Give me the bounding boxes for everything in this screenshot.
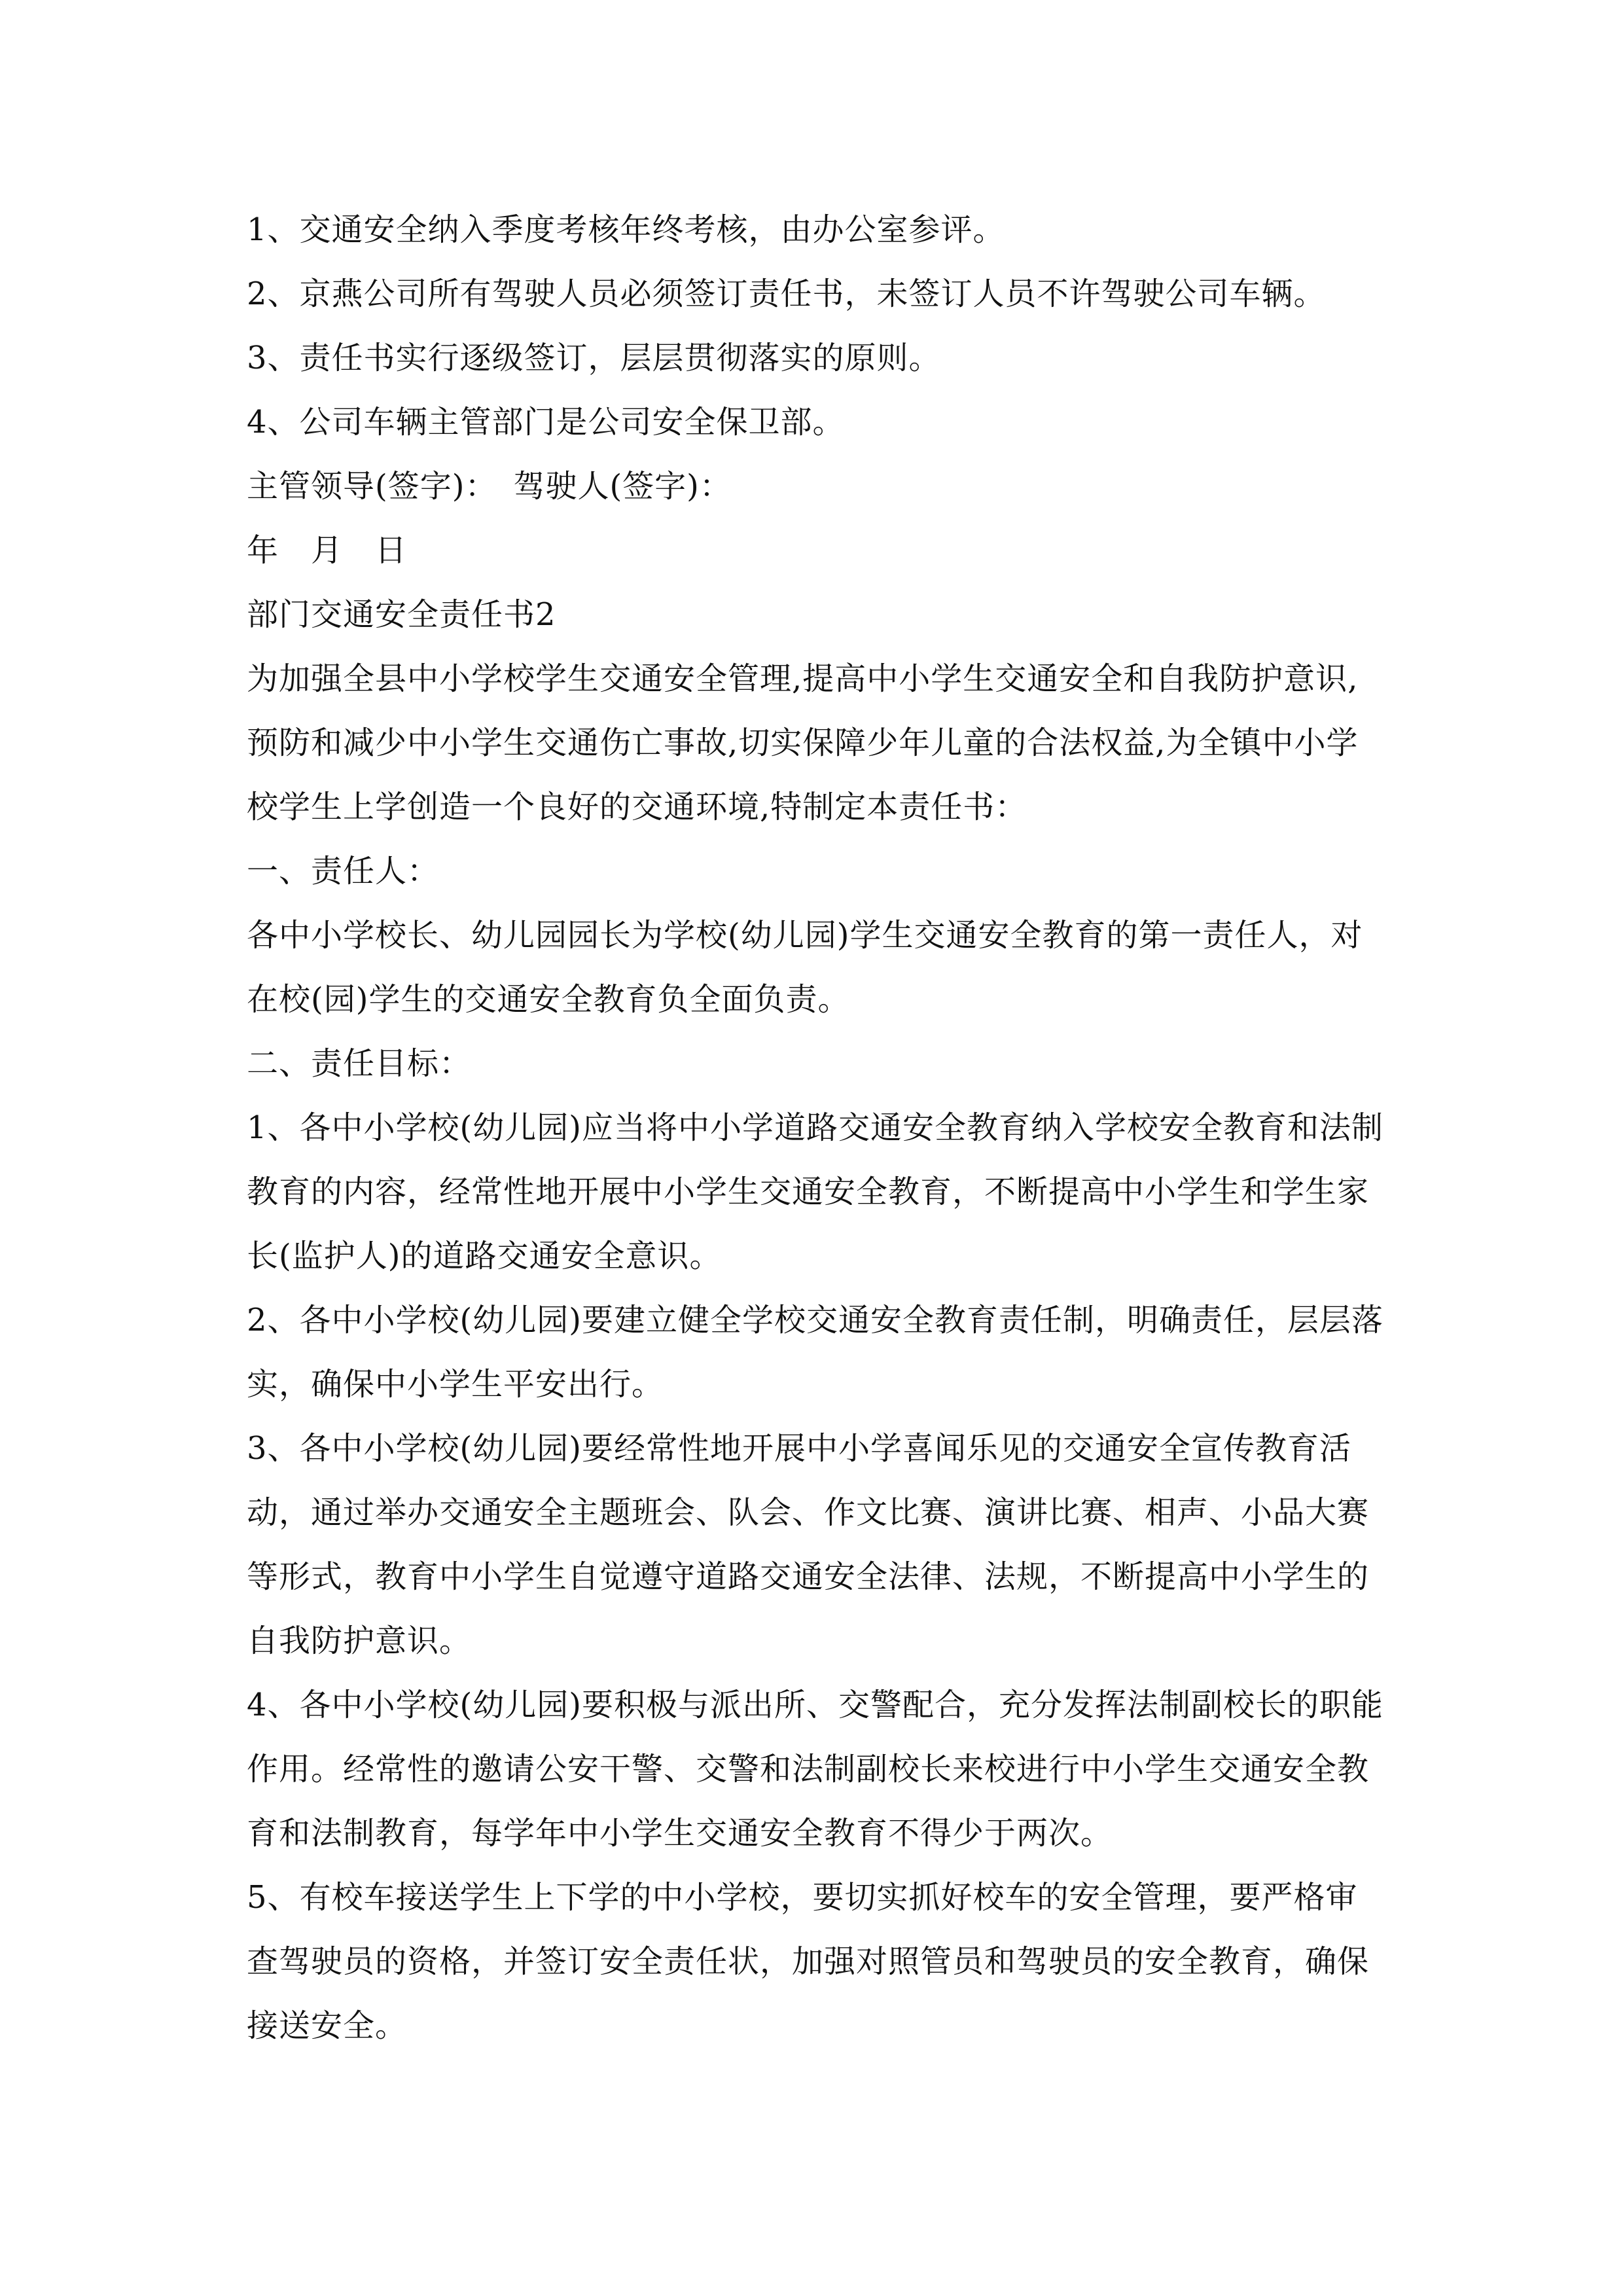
paragraph-clause-1: 1、交通安全纳入季度考核年终考核，由办公室参评。 [247,211,1005,248]
date-line: 年 月 日 [247,532,408,569]
paragraph-clause-2: 2、京燕公司所有驾驶人员必须签订责任书，未签订人员不许驾驶公司车辆。 [247,276,1326,312]
section-title: 部门交通安全责任书2 [247,596,556,633]
paragraph-goal-2: 2、各中小学校(幼儿园)要建立健全学校交通安全教育责任制，明确责任，层层落实，确保中小学生平安出行。 [247,1302,1383,1403]
document-body [247,198,1385,2058]
paragraph-goal-5: 5、有校车接送学生上下学的中小学校，要切实抓好校车的安全管理，要严格审查驾驶员的资格，并签订安全责任状，加强对照管员和驾驶员的安全教育，确保接送安全。 [247,1879,1370,2044]
paragraph-goal-3: 3、各中小学校(幼儿园)要经常性地开展中小学喜闻乐见的交通安全宣传教育活动，通过举办交通安全主题班会、队会、作文比赛、演讲比赛、相声、小品大赛等形式，教育中小学生自觉遵守道路交通安全法律、法规，不断提高中小学生的自我防护意识。 [247,1430,1370,1659]
paragraph-goal-4: 4、各中小学校(幼儿园)要积极与派出所、交警配合，充分发挥法制副校长的职能作用。经常性的邀请公安干警、交警和法制副校长来校进行中小学生交通安全教育和法制教育，每学年中小学生交通安全教育不得少于两次。 [247,1687,1383,1852]
signature-line: 主管领导(签字)： 驾驶人(签字)： [247,468,732,505]
paragraph-clause-4: 4、公司车辆主管部门是公司安全保卫部。 [247,404,845,440]
heading-responsible-person: 一、责任人： [247,853,440,889]
heading-responsibility-goals: 二、责任目标： [247,1045,472,1082]
intro-paragraph: 为加强全县中小学校学生交通安全管理,提高中小学生交通安全和自我防护意识,预防和减少中小学生交通伤亡事故,切实保障少年儿童的合法权益,为全镇中小学校学生上学创造一个良好的交通环境,特制定本责任书： [247,660,1359,825]
paragraph-clause-3: 3、责任书实行逐级签订，层层贯彻落实的原则。 [247,340,941,376]
paragraph-responsible-person: 各中小学校长、幼儿园园长为学校(幼儿园)学生交通安全教育的第一责任人，对在校(园)学生的交通安全教育负全面负责。 [247,917,1363,1018]
paragraph-goal-1: 1、各中小学校(幼儿园)应当将中小学道路交通安全教育纳入学校安全教育和法制教育的内容，经常性地开展中小学生交通安全教育，不断提高中小学生和学生家长(监护人)的道路交通安全意识。 [247,1109,1383,1274]
